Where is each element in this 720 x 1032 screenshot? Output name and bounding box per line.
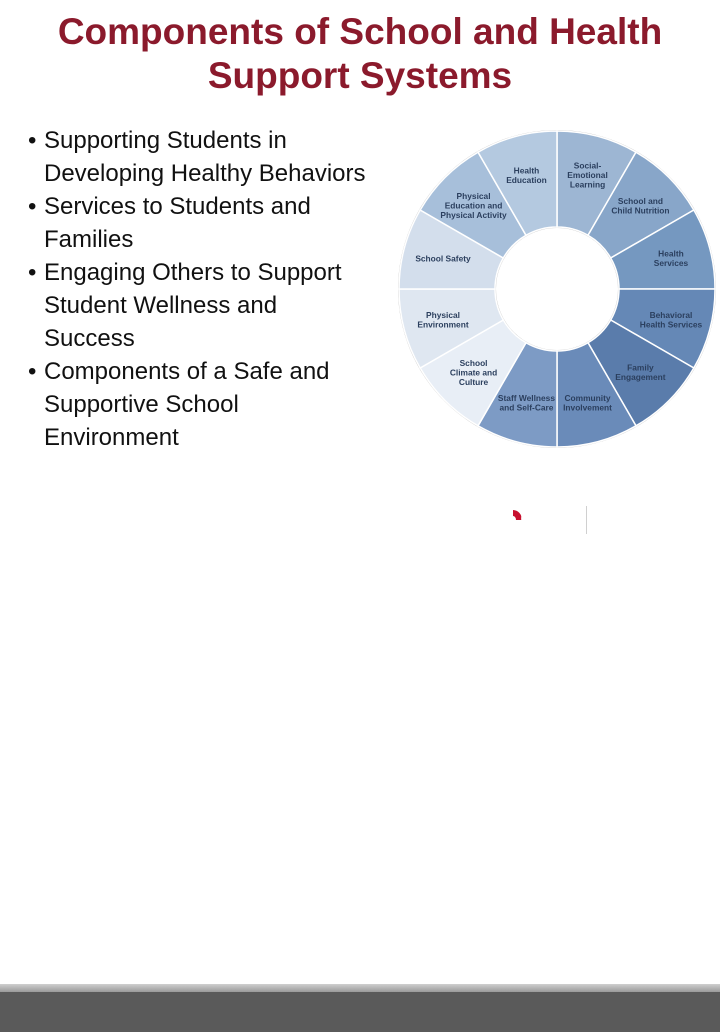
wheel-segment-label: Community Involvement: [563, 393, 612, 413]
bullet-line: Success: [44, 325, 135, 352]
wheel-segment-label: Health Services: [653, 248, 689, 269]
components-wheel-diagram: [396, 128, 718, 450]
bullet-item: [28, 256, 428, 355]
logo-education-line: [594, 519, 684, 533]
bullet-line: Developing Healthy Behaviors: [44, 160, 366, 187]
wheel-segment-label: Physical Environment: [417, 309, 469, 330]
wheel-segment-label: School Climate and Culture: [449, 357, 498, 387]
logo-divider: [586, 506, 587, 534]
bullet-line: Environment: [44, 424, 179, 451]
logo-department-text: [594, 506, 684, 533]
logo-department-line: Department: [594, 506, 656, 518]
footer-band: [0, 992, 720, 1032]
slide-title-line-1: Components of School and Health: [57, 11, 663, 52]
wheel-segment-label: School and Child Nutrition: [611, 195, 670, 216]
bullet-line: Supportive School: [44, 391, 239, 418]
bullet-line: • Components of a Safe and: [44, 358, 330, 385]
slide-title: [0, 10, 720, 98]
footer-shadow: [0, 984, 720, 992]
wheel-segment-label: Staff Wellness and Self-Care: [497, 393, 556, 413]
logo-wordmark: Ohio: [520, 503, 580, 534]
bullet-item: [28, 124, 428, 190]
wheel-segment-label: School Safety: [415, 253, 471, 264]
slide-title-line-2: Support Systems: [207, 55, 513, 96]
bullet-list: [28, 124, 428, 454]
wheel-center: [496, 228, 618, 350]
bullet-line: • Supporting Students in: [44, 127, 287, 154]
wheel-segment-label: Physical Education and Physical Activity: [440, 191, 507, 221]
logo-education-word: Education: [602, 519, 657, 531]
bullet-line: • Engaging Others to Support: [44, 259, 342, 286]
wheel-segment-label: Health Education: [506, 165, 547, 185]
wheel-segment-label: Family Engagement: [615, 362, 666, 383]
wheel-segment-label: Social-Emotional Learning: [567, 160, 608, 190]
ohio-department-of-education-logo: [502, 504, 672, 536]
bullet-item: [28, 355, 428, 454]
bullet-line: Families: [44, 226, 134, 253]
bullet-line: Student Wellness and: [44, 292, 278, 319]
wheel-segment-label: Behavioral Health Services: [639, 309, 703, 330]
bullet-line: • Services to Students and: [44, 193, 311, 220]
logo-of-word: of: [594, 523, 600, 530]
bullet-item: [28, 190, 428, 256]
page-number: 19: [352, 513, 370, 530]
